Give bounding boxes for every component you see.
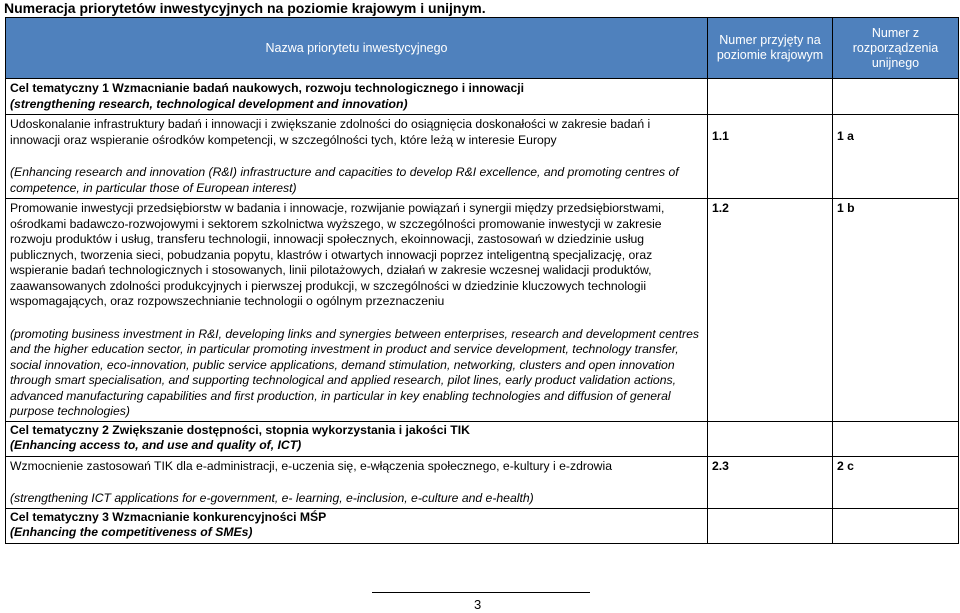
spacer <box>10 310 703 327</box>
priority-name-cell <box>6 456 708 508</box>
page-heading: Numeracja priorytetów inwestycyjnych na poziomie krajowym i unijnym. <box>4 0 486 16</box>
theme-title-en: (Enhancing access to, and use and quality of, ICT) <box>10 438 302 452</box>
spacer <box>10 148 703 165</box>
priority-name-pl: Wzmocnienie zastosowań TIK dla e-administracji, e-uczenia się, e-włączenia społecznego, e-kultury i e-zdrowia <box>10 458 612 473</box>
empty-cell <box>833 421 959 456</box>
header-national-number: Numer przyjęty na poziomie krajowym <box>708 18 833 79</box>
footer-divider <box>372 592 590 593</box>
theme-cell <box>6 508 708 543</box>
theme-title-en: (Enhancing the competitiveness of SMEs) <box>10 525 253 539</box>
empty-cell <box>708 79 833 115</box>
priority-name-cell <box>6 199 708 422</box>
priority-name-cell <box>6 115 708 199</box>
national-number: 1.2 <box>708 199 833 422</box>
theme-row <box>6 79 959 115</box>
national-number: 1.1 <box>708 115 833 199</box>
empty-cell <box>708 508 833 543</box>
empty-cell <box>833 79 959 115</box>
priority-name-pl: Udoskonalanie infrastruktury badań i innowacji i zwiększanie zdolności do osiągnięcia doskonałości w zakresie badań i innowacji oraz wspieranie ośrodków kompetencji, w szczególności tych, które leżą w interesie Europy <box>10 117 651 147</box>
priority-name-pl: Promowanie inwestycji przedsiębiorstw w badania i innowacje, rozwijanie powiązań i synergii między przedsiębiorstwami, ośrodkami badawczo-rozwojowymi i sektorem szkolnictwa wyższego, w szczególności promowanie inwestycji w zakresie rozwoju produktów i usług, transferu technologii, innowacji społecznych, ekoinnowacji, zastosowań w dziedzinie usług publicznych, tworzenia sieci, pobudzania popytu, klastrów i otwartych innowacji poprzez inteligentną specjalizację, oraz wspieranie badań technologicznych i stosowanych, linii pilotażowych, działań w zakresie wczesnej walidacji produktów, zaawansowanych zdolności produkcyjnych i pierwszej produkcji, w szczególności w dziedzinie kluczowych technologii wspomagających, oraz rozpowszechnianie technologii o ogólnym przeznaczeniu <box>10 201 665 308</box>
spacer <box>10 474 703 491</box>
priority-name-en: (promoting business investment in R&I, developing links and synergies between enterprises, research and development centres and the higher education sector, in particular promoting investment in product and service development, technology transfer, social innovation, eco-innovation, public service applications, demand stimulation, networking, clusters and open innovation through smart specialisation, and supporting technological and applied research, pilot lines, early product validation actions, advanced manufacturing capabilities and first production, in particular in key enabling technologies and diffusion of general purpose technologies) <box>10 326 699 418</box>
eu-number: 1 b <box>833 199 959 422</box>
national-number: 2.3 <box>708 456 833 508</box>
eu-number: 2 c <box>833 456 959 508</box>
page-number: 3 <box>474 597 482 612</box>
priority-row <box>6 199 959 422</box>
theme-row <box>6 508 959 543</box>
eu-number: 1 a <box>833 115 959 199</box>
priority-name-en: (strengthening ICT applications for e-government, e- learning, e-inclusion, e-culture and e-health) <box>10 491 534 505</box>
priority-row <box>6 456 959 508</box>
theme-title-en: (strengthening research, technological development and innovation) <box>10 96 408 111</box>
header-eu-number: Numer z rozporządzenia unijnego <box>833 18 959 79</box>
priority-row <box>6 115 959 199</box>
empty-cell <box>833 508 959 543</box>
priority-name-en: (Enhancing research and innovation (R&I) infrastructure and capacities to develop R&I excellence, and promoting centres of competence, in particular those of European interest) <box>10 165 679 195</box>
theme-title: Cel tematyczny 3 Wzmacnianie konkurencyjności MŚP <box>10 509 327 524</box>
theme-title: Cel tematyczny 1 Wzmacnianie badań naukowych, rozwoju technologicznego i innowacji <box>10 81 524 95</box>
header-priority-name: Nazwa priorytetu inwestycyjnego <box>6 18 708 79</box>
priority-table <box>5 17 959 544</box>
theme-cell <box>6 79 708 115</box>
theme-row <box>6 421 959 456</box>
table-header-row <box>6 18 959 79</box>
theme-cell <box>6 421 708 456</box>
theme-title: Cel tematyczny 2 Zwiększanie dostępności, stopnia wykorzystania i jakości TIK <box>10 422 470 437</box>
empty-cell <box>708 421 833 456</box>
